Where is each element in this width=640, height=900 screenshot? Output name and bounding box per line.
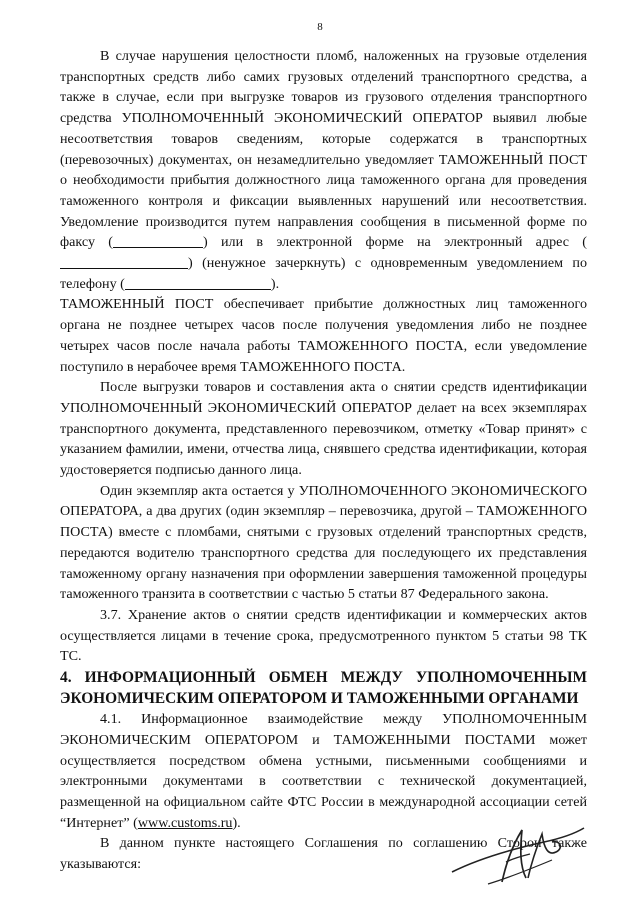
paragraph-text: ). [270,275,280,292]
paragraph-text: ) (ненужное зачеркнуть) с одновременным уведомлением по телефону ( [60,255,587,292]
handwritten-signature [448,820,588,890]
customs-link[interactable]: www.customs.ru [137,814,233,831]
paragraph-4-1 [60,709,587,833]
paragraph-after-unloading: После выгрузки товаров и составления акта о снятии средств идентификации УПОЛНОМОЧЕННЫЙ ЭКОНОМИЧЕСКИЙ ОПЕРАТОР делает на всех экземплярах транспортного документа, представленного перевозчиком, отметку «Товар принят» с указанием фамилии, имени, отчества лица, снявшего средства идентификации, которая удостоверяется подписью данного лица. [60,379,587,479]
paragraph-act-copies: Один экземпляр акта остается у УПОЛНОМОЧЕННОГО ЭКОНОМИЧЕСКОГО ОПЕРАТОРА, а два других (один экземпляр – перевозчика, другой – ТАМОЖЕННОГО ПОСТА) вместе с пломбами, снятыми с грузовых отделений транспортных средств, передаются водителю транспортного средства для последующего их представления таможенному органу назначения при оформлении завершения таможенной процедуры таможенного транзита в соответствии с частью 5 статьи 87 Федерального закона. [60,482,587,603]
paragraph-text: В случае нарушения целостности пломб, наложенных на грузовые отделения транспортных средств либо самих грузовых отделений транспортного средства, а также в случае, если при выгрузке товаров из грузового отделения транспортного средства УПОЛНОМОЧЕННЫЙ ЭКОНОМИЧЕСКИЙ ОПЕРАТОР выявил любые несоответствия товаров сведениям, которые содержатся в транспортных (перевозочных) документах, он незамедлительно уведомляет ТАМОЖЕННЫЙ ПОСТ о необходимости прибытия должностного лица таможенного органа для проведения таможенного контроля и фиксации выявленных нарушений или несоответствия. Уведомление производится путем направления сообщения в письменной форме по факсу ( [60,48,587,251]
paragraph-text: ) или в электронной форме на электронный адрес ( [203,234,587,251]
paragraph-text: 4.1. Информационное взаимодействие между УПОЛНОМОЧЕННЫМ ЭКОНОМИЧЕСКИМ ОПЕРАТОРОМ и ТАМОЖЕННЫМИ ПОСТАМИ может осуществляется посредством обмена устными, письменными сообщениями и электронными документами в соответствии с технической документацией, размещенной на официальном сайте ФТС России в международной ассоциации сетей “Интернет” ( [60,711,587,831]
paragraph-customs-arrival: ТАМОЖЕННЫЙ ПОСТ обеспечивает прибытие должностных лиц таможенного органа не позднее четырех часов после получения уведомления либо не позднее четырех часов после начала работы ТАМОЖЕННОГО ПОСТА, если уведомление поступило в нерабочее время ТАМОЖЕННОГО ПОСТА. [60,296,587,375]
paragraph-3-7: 3.7. Хранение актов о снятии средств идентификации и коммерческих актов осуществляется лицами в течение срока, предусмотренного пунктом 5 статьи 98 ТК ТС. [60,606,587,665]
fax-blank [113,233,203,248]
paragraph-seal-violation [60,46,587,294]
phone-blank [125,275,271,290]
document-body [60,46,587,875]
email-blank [60,254,188,269]
section-heading: 4. ИНФОРМАЦИОННЫЙ ОБМЕН МЕЖДУ УПОЛНОМОЧЕННЫМ ЭКОНОМИЧЕСКИМ ОПЕРАТОРОМ И ТАМОЖЕННЫМИ ОРГАНАМИ [60,669,587,708]
paragraph-text: ). [232,814,241,831]
page-number: 8 [317,21,323,33]
paragraph-also-specified: В данном пункте настоящего Соглашения по соглашению Сторон также указываются: [60,835,587,873]
